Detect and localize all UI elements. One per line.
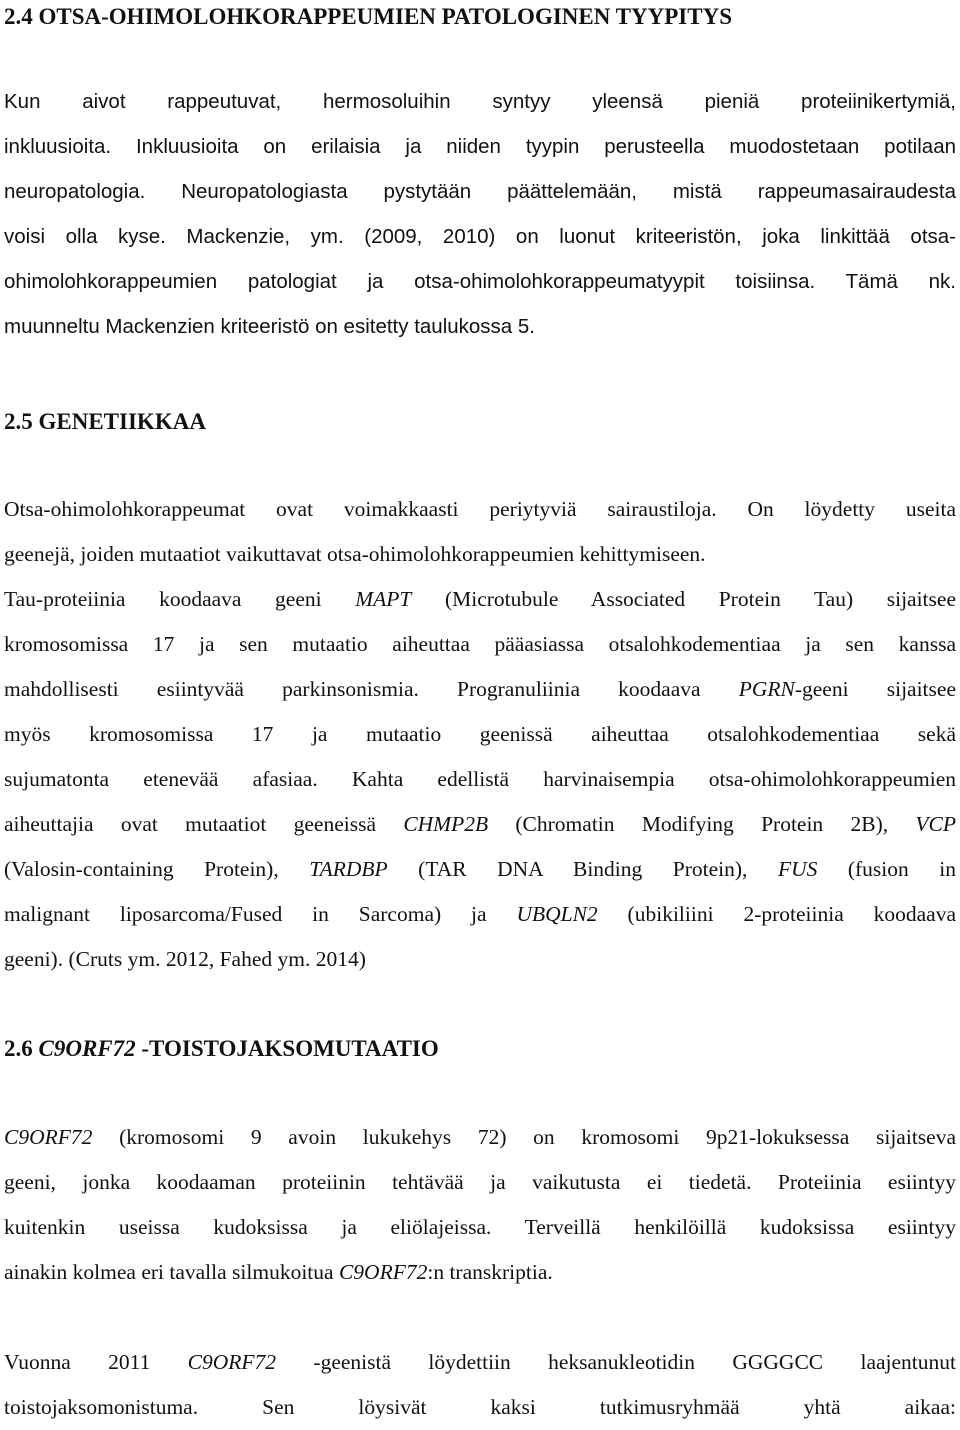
text-line: (Valosin-containing Protein), TARDBP (TAR DNA Binding Protein), FUS (fusion in	[4, 857, 956, 881]
text-line: aiheuttajia ovat mutaatiot geeneissä CHMP2B (Chromatin Modifying Protein 2B), VCP	[4, 812, 956, 836]
text-line: geeni). (Cruts ym. 2012, Fahed ym. 2014)	[4, 947, 366, 971]
text-line: malignant liposarcoma/Fused in Sarcoma) ja UBQLN2 (ubikiliini 2-proteiinia koodaava	[4, 902, 956, 926]
gene-symbol: PGRN	[738, 677, 795, 701]
text-line: ohimolohkorappeumien patologiat ja otsa-ohimolohkorappeumatyypit toisiinsa. Tämä nk.	[4, 270, 956, 293]
text-line: ainakin kolmea eri tavalla silmukoitua C9ORF72:n transkriptia.	[4, 1260, 553, 1284]
gene-symbol: CHMP2B	[403, 812, 489, 836]
paragraph-patologinen-tyypitys	[4, 79, 956, 349]
paragraph-c9orf72-discovery	[4, 1340, 956, 1430]
text-line: geeni, jonka koodaaman proteiinin tehtävää ja vaikutusta ei tiedetä. Proteiinia esiintyy	[4, 1170, 956, 1194]
text-line: neuropatologia. Neuropatologiasta pystytään päättelemään, mistä rappeumasairaudesta	[4, 180, 956, 203]
section-heading-2-5: 2.5 GENETIIKKAA	[4, 409, 206, 434]
gene-symbol: FUS	[777, 857, 818, 881]
text-line: myös kromosomissa 17 ja mutaatio geenissä aiheuttaa otsalohkodementiaa sekä	[4, 722, 956, 746]
text-line: geenejä, joiden mutaatiot vaikuttavat otsa-ohimolohkorappeumien kehittymiseen.	[4, 542, 706, 566]
gene-symbol: C9ORF72	[187, 1350, 277, 1374]
gene-symbol: C9ORF72	[338, 1260, 428, 1284]
gene-symbol: UBQLN2	[516, 902, 598, 926]
text-line: inkluusioita. Inkluusioita on erilaisia ja niiden tyypin perusteella muodostetaan potilaan	[4, 135, 956, 158]
section-heading-2-4: 2.4 OTSA-OHIMOLOHKORAPPEUMIEN PATOLOGINEN TYYPITYS	[4, 4, 732, 29]
paragraph-genetiikkaa	[4, 487, 956, 982]
text-line: sujumatonta etenevää afasiaa. Kahta edellistä harvinaisempia otsa-ohimolohkorappeumien	[4, 767, 956, 791]
text-line: voisi olla kyse. Mackenzie, ym. (2009, 2010) on luonut kriteeristön, joka linkittää otsa-	[4, 225, 956, 248]
heading-prefix: 2.6	[4, 1036, 39, 1061]
paragraph-c9orf72-intro	[4, 1115, 956, 1295]
gene-symbol: TARDBP	[309, 857, 388, 881]
gene-symbol: C9ORF72	[4, 1125, 93, 1149]
heading-gene-name: C9ORF72	[38, 1036, 136, 1061]
text-line: Otsa-ohimolohkorappeumat ovat voimakkaasti periytyviä sairaustiloja. On löydetty useita	[4, 497, 956, 521]
text-line: Vuonna 2011 C9ORF72 -geenistä löydettiin heksanukleotidin GGGGCC laajentunut	[4, 1350, 956, 1374]
text-line: Kun aivot rappeutuvat, hermosoluihin syntyy yleensä pieniä proteiinikertymiä,	[4, 90, 956, 113]
text-line: Tau-proteiinia koodaava geeni MAPT (Microtubule Associated Protein Tau) sijaitsee	[4, 587, 956, 611]
gene-symbol: VCP	[915, 812, 956, 836]
gene-symbol: MAPT	[355, 587, 412, 611]
text-line: kromosomissa 17 ja sen mutaatio aiheuttaa pääasiassa otsalohkodementiaa ja sen kanssa	[4, 632, 956, 656]
text-line: toistojaksomonistuma. Sen löysivät kaksi tutkimusryhmää yhtä aikaa:	[4, 1395, 956, 1419]
text-line: muunneltu Mackenzien kriteeristö on esitetty taulukossa 5.	[4, 315, 535, 338]
text-line: C9ORF72 (kromosomi 9 avoin lukukehys 72) on kromosomi 9p21-lokuksessa sijaitseva	[4, 1125, 956, 1149]
section-heading-2-6	[4, 1034, 439, 1064]
text-line: kuitenkin useissa kudoksissa ja eliölajeissa. Terveillä henkilöillä kudoksissa esiintyy	[4, 1215, 956, 1239]
text-line: mahdollisesti esiintyvää parkinsonismia. Progranuliinia koodaava PGRN-geeni sijaitsee	[4, 677, 956, 701]
heading-suffix: -TOISTOJAKSOMUTAATIO	[135, 1036, 439, 1061]
